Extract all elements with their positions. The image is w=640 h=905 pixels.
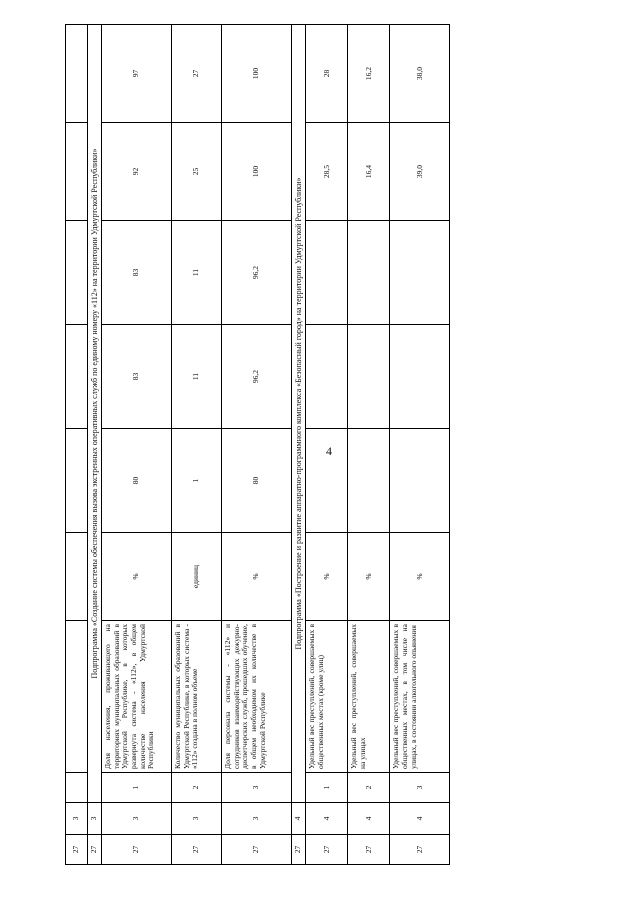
cell-num: 2 [172, 773, 222, 803]
cell-v4: 92 [102, 123, 172, 221]
cell-gp: 27 [292, 835, 306, 865]
subprogram-title: Подпрограмма «Создание системы обеспечения вызова экстренных оперативных служб по единому номеру «112» на территории Удмуртской Республики» [88, 25, 102, 803]
cell-v2 [390, 325, 450, 429]
cell-v2: 11 [172, 325, 222, 429]
cell-pp: 4 [306, 803, 348, 835]
cell-pp: 4 [348, 803, 390, 835]
cell-indicator: Удельный вес преступлений, совершаемых на улицах [348, 621, 390, 773]
cell-v2: 96,2 [222, 325, 292, 429]
cell-indicator: Количество муниципальных образований в Удмуртской Республике, в которых система - «112» создана в полном объеме [172, 621, 222, 773]
cell-indicator: Доля персонала системы - «112» и сотрудников взаимодействующих дежурно-диспетчерских служб, прошедших обучение, в общем необходимом их количестве в Удмуртской Республике [222, 621, 292, 773]
table-body [66, 25, 450, 865]
cell-pp: 3 [102, 803, 172, 835]
cell-gp: 27 [222, 835, 292, 865]
cell-v5: 27 [172, 25, 222, 123]
cell-v3 [66, 221, 88, 325]
cell-indicator [66, 621, 88, 773]
cell-v1 [390, 429, 450, 533]
cell-v4: 25 [172, 123, 222, 221]
cell-unit: % [222, 533, 292, 621]
cell-pp: 3 [172, 803, 222, 835]
cell-indicator: Удельный вес преступлений, совершаемых в общественных местах, в том числе на улицах, в состоянии алкогольного опьянения [390, 621, 450, 773]
cell-v5: 97 [102, 25, 172, 123]
cell-num: 2 [348, 773, 390, 803]
cell-v5: 100 [222, 25, 292, 123]
cell-v5 [66, 25, 88, 123]
cell-pp: 3 [88, 803, 102, 835]
table-row [172, 25, 222, 865]
page-number: 4 [326, 444, 332, 458]
cell-pp: 4 [390, 803, 450, 835]
cell-num: 1 [306, 773, 348, 803]
cell-pp: 4 [292, 803, 306, 835]
subprogram-title: Подпрограмма «Построение и развитие аппаратно-программного комплекса «Безопасный город» на территории Удмуртской Республики» [292, 25, 306, 803]
cell-v5: 16,2 [348, 25, 390, 123]
cell-v4 [66, 123, 88, 221]
cell-v2 [306, 325, 348, 429]
cell-v3 [390, 221, 450, 325]
cell-indicator: Удельный вес преступлений, совершаемых в общественных местах (кроме улиц) [306, 621, 348, 773]
cell-unit: % [306, 533, 348, 621]
cell-gp: 27 [390, 835, 450, 865]
cell-gp: 27 [348, 835, 390, 865]
table-row [390, 25, 450, 865]
indicators-table [65, 24, 450, 865]
cell-gp: 27 [306, 835, 348, 865]
cell-v1 [306, 429, 348, 533]
rotated-table-wrapper [65, 25, 450, 865]
cell-num: 3 [222, 773, 292, 803]
cell-unit: % [348, 533, 390, 621]
table-row [66, 25, 88, 865]
cell-v2 [348, 325, 390, 429]
cell-gp: 27 [88, 835, 102, 865]
cell-indicator: Доля населения, проживающего на территориях муниципальных образований в Удмуртской Республике, в которых развернута система - «112», в общем количестве населения Удмуртской Республики [102, 621, 172, 773]
table-row [348, 25, 390, 865]
table-row [292, 25, 306, 865]
cell-v5: 28 [306, 25, 348, 123]
cell-v1 [66, 429, 88, 533]
table-row [102, 25, 172, 865]
cell-v2 [66, 325, 88, 429]
cell-pp: 3 [222, 803, 292, 835]
cell-gp: 27 [102, 835, 172, 865]
table-row [306, 25, 348, 865]
cell-v3: 83 [102, 221, 172, 325]
cell-v1 [348, 429, 390, 533]
cell-unit: единиц [172, 533, 222, 621]
cell-v4: 16,4 [348, 123, 390, 221]
cell-num: 1 [102, 773, 172, 803]
cell-v4: 39,0 [390, 123, 450, 221]
cell-v4: 28,5 [306, 123, 348, 221]
cell-gp: 27 [172, 835, 222, 865]
cell-num: 3 [390, 773, 450, 803]
cell-v3: 11 [172, 221, 222, 325]
cell-unit [66, 533, 88, 621]
cell-v3: 96,2 [222, 221, 292, 325]
cell-v1: 80 [102, 429, 172, 533]
table-row [88, 25, 102, 865]
cell-v1: 80 [222, 429, 292, 533]
cell-v2: 83 [102, 325, 172, 429]
cell-pp: 3 [66, 803, 88, 835]
cell-unit: % [102, 533, 172, 621]
cell-v4: 100 [222, 123, 292, 221]
cell-v3 [306, 221, 348, 325]
cell-v1: 1 [172, 429, 222, 533]
table-row [222, 25, 292, 865]
cell-gp: 27 [66, 835, 88, 865]
cell-num [66, 773, 88, 803]
cell-v3 [348, 221, 390, 325]
cell-unit: % [390, 533, 450, 621]
cell-v5: 38,0 [390, 25, 450, 123]
